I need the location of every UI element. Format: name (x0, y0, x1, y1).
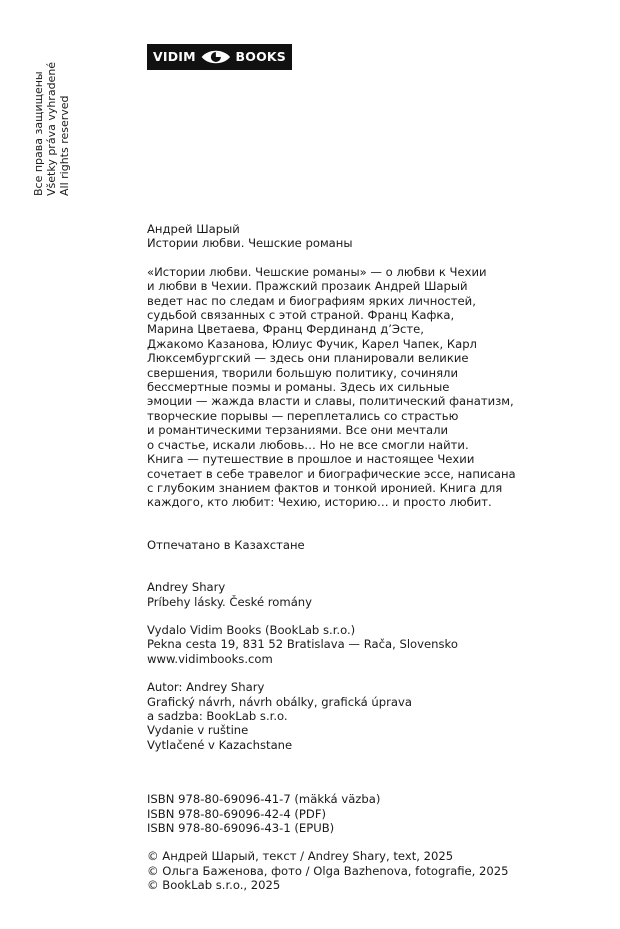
annotation-line: с глубоким знанием фактов и тонкой иронией. Книга для (147, 480, 503, 495)
annotation-line: Книга — путешествие в прошлое и настоящее Чехии (147, 452, 475, 467)
ru-heading (147, 222, 567, 251)
rights-sk: Všetky práva vyhradené (45, 61, 58, 196)
annotation-line: Марина Цветаева, Франц Фердинанд д’Эсте, (147, 322, 424, 337)
annotation-line: эмоции — жажда власти и славы, политический фанатизм, (147, 394, 514, 409)
annotation-line: сочетает в себе травелог и биографические эссе, написана (147, 466, 516, 481)
copyright-list (147, 849, 567, 892)
isbn-line: ISBN 978-80-69096-42-4 (PDF) (147, 806, 327, 821)
annotation (147, 265, 567, 510)
annotation-line: творческие порывы — переплетались со страстью (147, 408, 459, 423)
credit-line: Vydanie v ruštine (147, 723, 249, 738)
annotation-line: Джакомо Казанова, Юлиус Фучик, Карел Чапек, Карл (147, 336, 477, 351)
rights-en: All rights reserved (58, 95, 71, 196)
credit-line: Autor: Andrey Shary (147, 680, 265, 695)
copyright-line: © BookLab s.r.o., 2025 (147, 878, 281, 893)
isbn-list (147, 792, 567, 835)
printed-in-ru: Отпечатано в Казахстане (147, 537, 305, 552)
annotation-line: бессмертные поэмы и романы. Здесь их сильные (147, 380, 450, 395)
annotation-line: и романтическими терзаниями. Все они мечтали (147, 423, 449, 438)
ru-title: Истории любви. Чешские романы (147, 236, 353, 251)
sk-heading (147, 580, 567, 609)
sk-title: Príbehy lásky. České romány (147, 594, 313, 609)
publisher-line: Vydalo Vidim Books (BookLab s.r.o.) (147, 622, 356, 637)
logo-word-left: VIDIM (153, 49, 196, 64)
annotation-line: судьбой связанных с этой страной. Франц Кафка, (147, 308, 455, 323)
annotation-line: о счастье, искали любовь… Но не все смогли найти. (147, 437, 469, 452)
imprint-text (147, 222, 567, 893)
publisher-address: Pekna cesta 19, 831 52 Bratislava — Rača, Slovensko (147, 637, 458, 652)
credit-line: a sadzba: BookLab s.r.o. (147, 708, 288, 723)
ru-author: Андрей Шарый (147, 222, 240, 236)
credits (147, 680, 567, 752)
rights-notice (32, 36, 80, 196)
publisher-website: www.vidimbooks.com (147, 651, 273, 666)
annotation-line: Люксембургский — здесь они планировали великие (147, 351, 469, 366)
credit-line: Grafický návrh, návrh obálky, grafická úprava (147, 694, 412, 709)
annotation-line: «Истории любви. Чешские романы» — о любви к Чехии (147, 264, 487, 279)
rights-ru: Все права защищены (32, 71, 45, 196)
annotation-line: каждого, кто любит: Чехию, историю… и просто любит. (147, 495, 492, 510)
isbn-line: ISBN 978-80-69096-41-7 (mäkká väzba) (147, 792, 381, 807)
isbn-line: ISBN 978-80-69096-43-1 (EPUB) (147, 821, 335, 835)
annotation-line: ведет нас по следам и биографиям ярких личностей, (147, 293, 476, 308)
credit-line: Vytlačené v Kazachstane (147, 737, 293, 752)
annotation-line: и любви в Чехии. Пражский прозаик Андрей Шарый (147, 279, 468, 294)
publisher-info (147, 623, 567, 666)
publisher-logo (147, 44, 292, 70)
sk-author: Andrey Shary (147, 580, 226, 595)
logo-word-right: BOOKS (235, 49, 286, 64)
copyright-line: © Андрей Шарый, текст / Andrey Shary, text, 2025 (147, 849, 454, 864)
annotation-line: свершения, творили большую политику, сочиняли (147, 365, 458, 380)
eye-icon (200, 46, 232, 68)
copyright-line: © Ольга Баженова, фото / Olga Bazhenova, fotografie, 2025 (147, 863, 509, 878)
